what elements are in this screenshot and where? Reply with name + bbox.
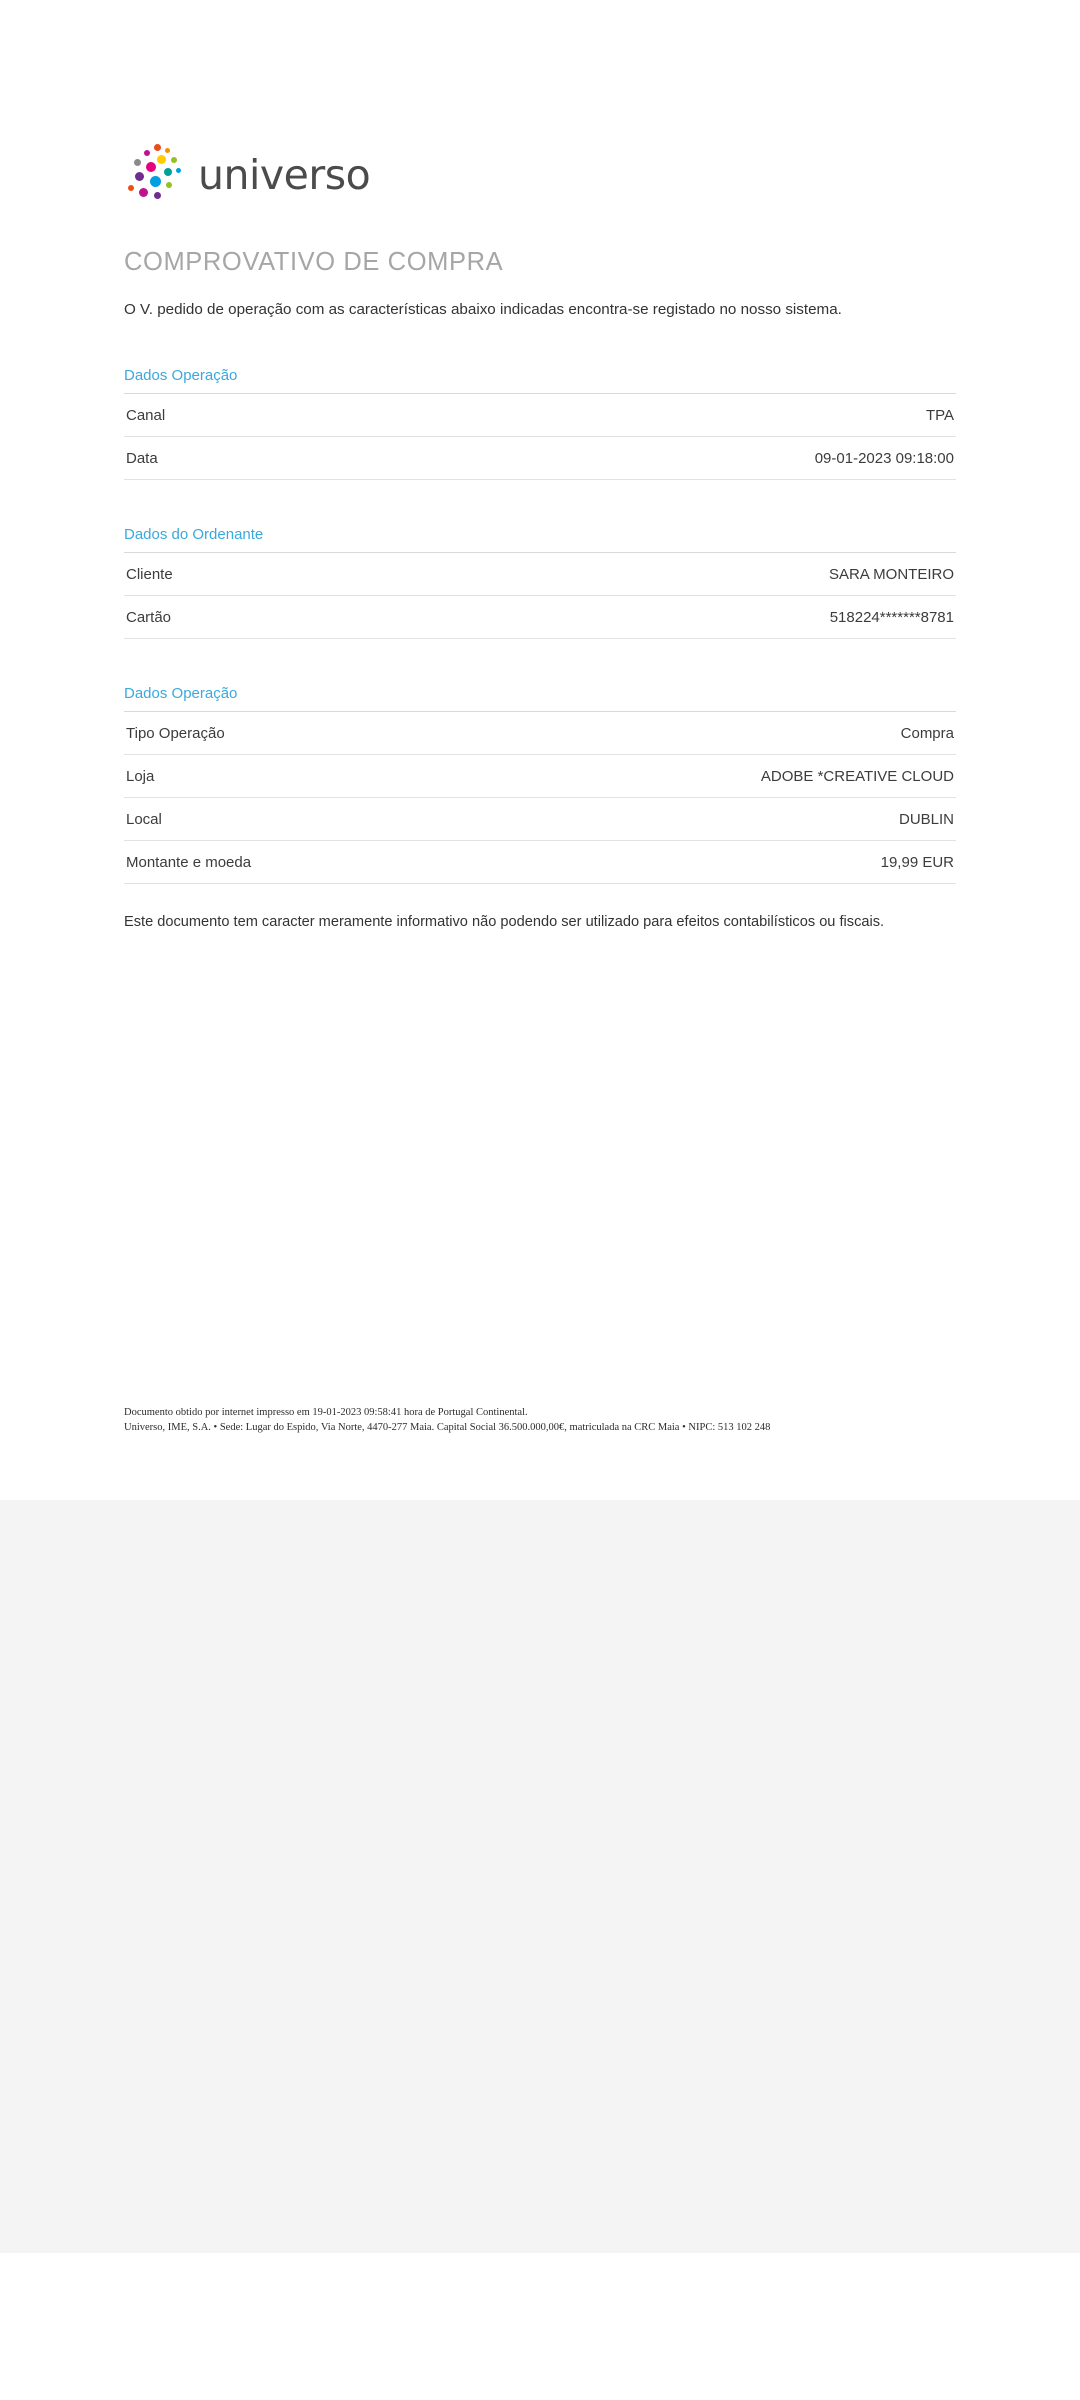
bottom-white-strip [0, 2253, 1080, 2400]
row-label: Local [126, 811, 162, 829]
page-background-filler [0, 1500, 1080, 2253]
table-row [124, 437, 956, 480]
row-label: Data [126, 450, 158, 468]
brand-logo [124, 140, 956, 210]
row-value: 19,99 EUR [880, 854, 954, 872]
row-label: Cartão [126, 609, 172, 627]
row-label: Tipo Operação [126, 725, 225, 743]
row-value: SARA MONTEIRO [828, 566, 954, 584]
row-value: 518224*******8781 [829, 609, 954, 627]
informative-note: Este documento tem caracter meramente informativo não podendo ser utilizado para efeitos contabilísticos ou fiscais. [124, 914, 885, 931]
document-content [124, 140, 956, 948]
section-title: Dados do Ordenante [124, 526, 956, 553]
table-row [124, 755, 956, 798]
row-label: Montante e moeda [126, 854, 252, 872]
table-row [124, 394, 956, 437]
section-dados-operacao-detalhe [124, 685, 956, 884]
section-dados-operacao [124, 367, 956, 480]
row-label: Loja [126, 768, 155, 786]
fineprint-block [124, 1405, 984, 1435]
universo-dots-logo-icon [124, 144, 190, 206]
row-value: Compra [900, 725, 954, 743]
row-value: DUBLIN [898, 811, 954, 829]
table-row [124, 798, 956, 841]
table-row [124, 841, 956, 884]
section-title: Dados Operação [124, 685, 956, 712]
table-row [124, 596, 956, 639]
row-label: Cliente [126, 566, 173, 584]
fineprint-line-1: Documento obtido por internet impresso em 19-01-2023 09:58:41 hora de Portugal Continental. [124, 1407, 528, 1418]
row-value: ADOBE *CREATIVE CLOUD [760, 768, 954, 786]
table-row [124, 712, 956, 755]
row-label: Canal [126, 407, 166, 425]
table-row [124, 553, 956, 596]
fineprint-line-2: Universo, IME, S.A. • Sede: Lugar do Espido, Via Norte, 4470-277 Maia. Capital Social 36.500.000,00€, matriculada na CRC Maia • NIPC: 513 102 248 [124, 1422, 771, 1434]
row-value: 09-01-2023 09:18:00 [814, 450, 954, 468]
page-title: COMPROVATIVO DE COMPRA [124, 248, 504, 276]
section-title: Dados Operação [124, 367, 956, 394]
intro-text: O V. pedido de operação com as características abaixo indicadas encontra-se registado no nosso sistema. [124, 301, 842, 318]
brand-wordmark: universo [198, 150, 371, 199]
section-dados-ordenante [124, 526, 956, 639]
row-value: TPA [925, 407, 954, 425]
